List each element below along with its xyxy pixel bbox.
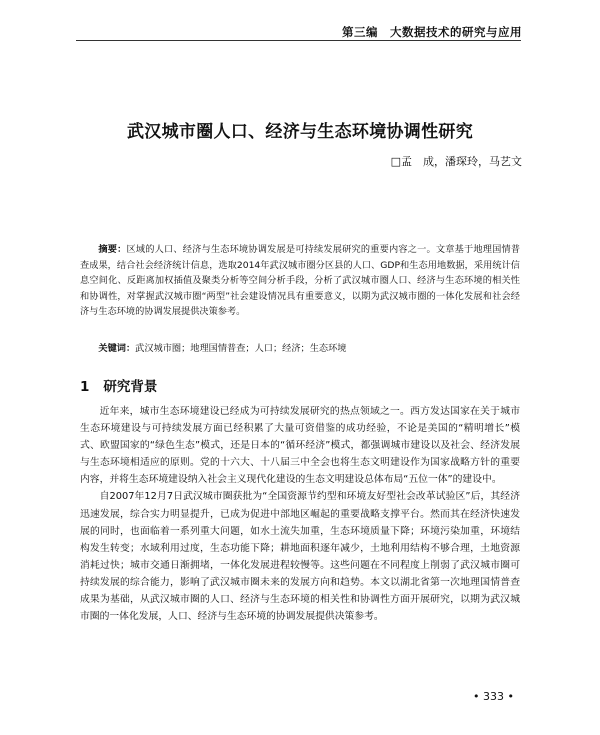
body-text	[80, 403, 520, 625]
article-authors: □孟 成，潘琛玲，马艺文	[390, 155, 522, 168]
keywords-label: 关键词：	[98, 343, 136, 354]
abstract-text: 区域的人口、经济与生态环境协调发展是可持续发展研究的重要内容之一。文章基于地理国情普查成果，结合社会经济统计信息，选取2014年武汉城市圈分区县的人口、GDP和生态用地数据，采用统计信息空间化、反距离加权插值及聚类分析等空间分析手段，分析了武汉城市圈人口、经济与生态环境的相关性和协调性，对掌握武汉城市圈“两型”社会建设情况具有重要意义，以期为武汉城市圈的一体化发展和社会经济与生态环境的协调发展提供决策参考。	[80, 244, 521, 318]
article-title: 武汉城市圈人口、经济与生态环境协调性研究	[127, 122, 473, 142]
header-rule	[76, 40, 521, 41]
abstract	[80, 242, 520, 320]
running-header: 第三编 大数据技术的研究与应用	[342, 25, 522, 39]
page-number: • 333 •	[473, 690, 514, 703]
paragraph: 自2007年12月7日武汉城市圈获批为“全国资源节约型和环境友好型社会改革试验区”后，其经济迅速发展，综合实力明显提升，已成为促进中部地区崛起的重要战略支撑平台。然而其在经济快速发展的同时，也面临着一系列重大问题，如水土流失加重，生态环境质量下降；环境污染加重，环境结构发生转变；水域利用过度，生态功能下降；耕地面积逐年减少，土地利用结构不够合理，土地资源消耗过快；城市交通日渐拥堵，一体化发展进程较慢等。这些问题在不同程度上削弱了武汉城市圈可持续发展的综合能力，影响了武汉城市圈未来的发展方向和趋势。本文以湖北省第一次地理国情普查成果为基础，从武汉城市圈的人口、经济与生态环境的相关性和协调性方面开展研究，以期为武汉城市圈的一体化发展，人口、经济与生态环境的协调发展提供决策参考。	[80, 491, 520, 623]
keywords-text: 武汉城市圈；地理国情普查；人口；经济；生态环境	[135, 343, 347, 354]
section-number: 1	[80, 379, 90, 395]
section-title: 研究背景	[103, 379, 158, 395]
keywords	[80, 341, 520, 356]
abstract-label: 摘要：	[98, 244, 127, 255]
section-heading	[80, 375, 157, 395]
paragraph: 近年来，城市生态环境建设已经成为可持续发展研究的热点领域之一。西方发达国家在关于城市生态环境建设与可持续发展方面已经积累了大量可资借鉴的成功经验，不论是美国的“精明增长”模式、欧盟国家的“绿色生态”模式，还是日本的“循环经济”模式，都强调城市建设以及社会、经济发展与生态环境相适应的原则。党的十六大、十八届三中全会也将生态文明建设作为国家战略方针的重要内容，并将生态环境建设纳入社会主义现代化建设的生态文明建设总体布局“五位一体”的建设中。	[80, 406, 520, 486]
